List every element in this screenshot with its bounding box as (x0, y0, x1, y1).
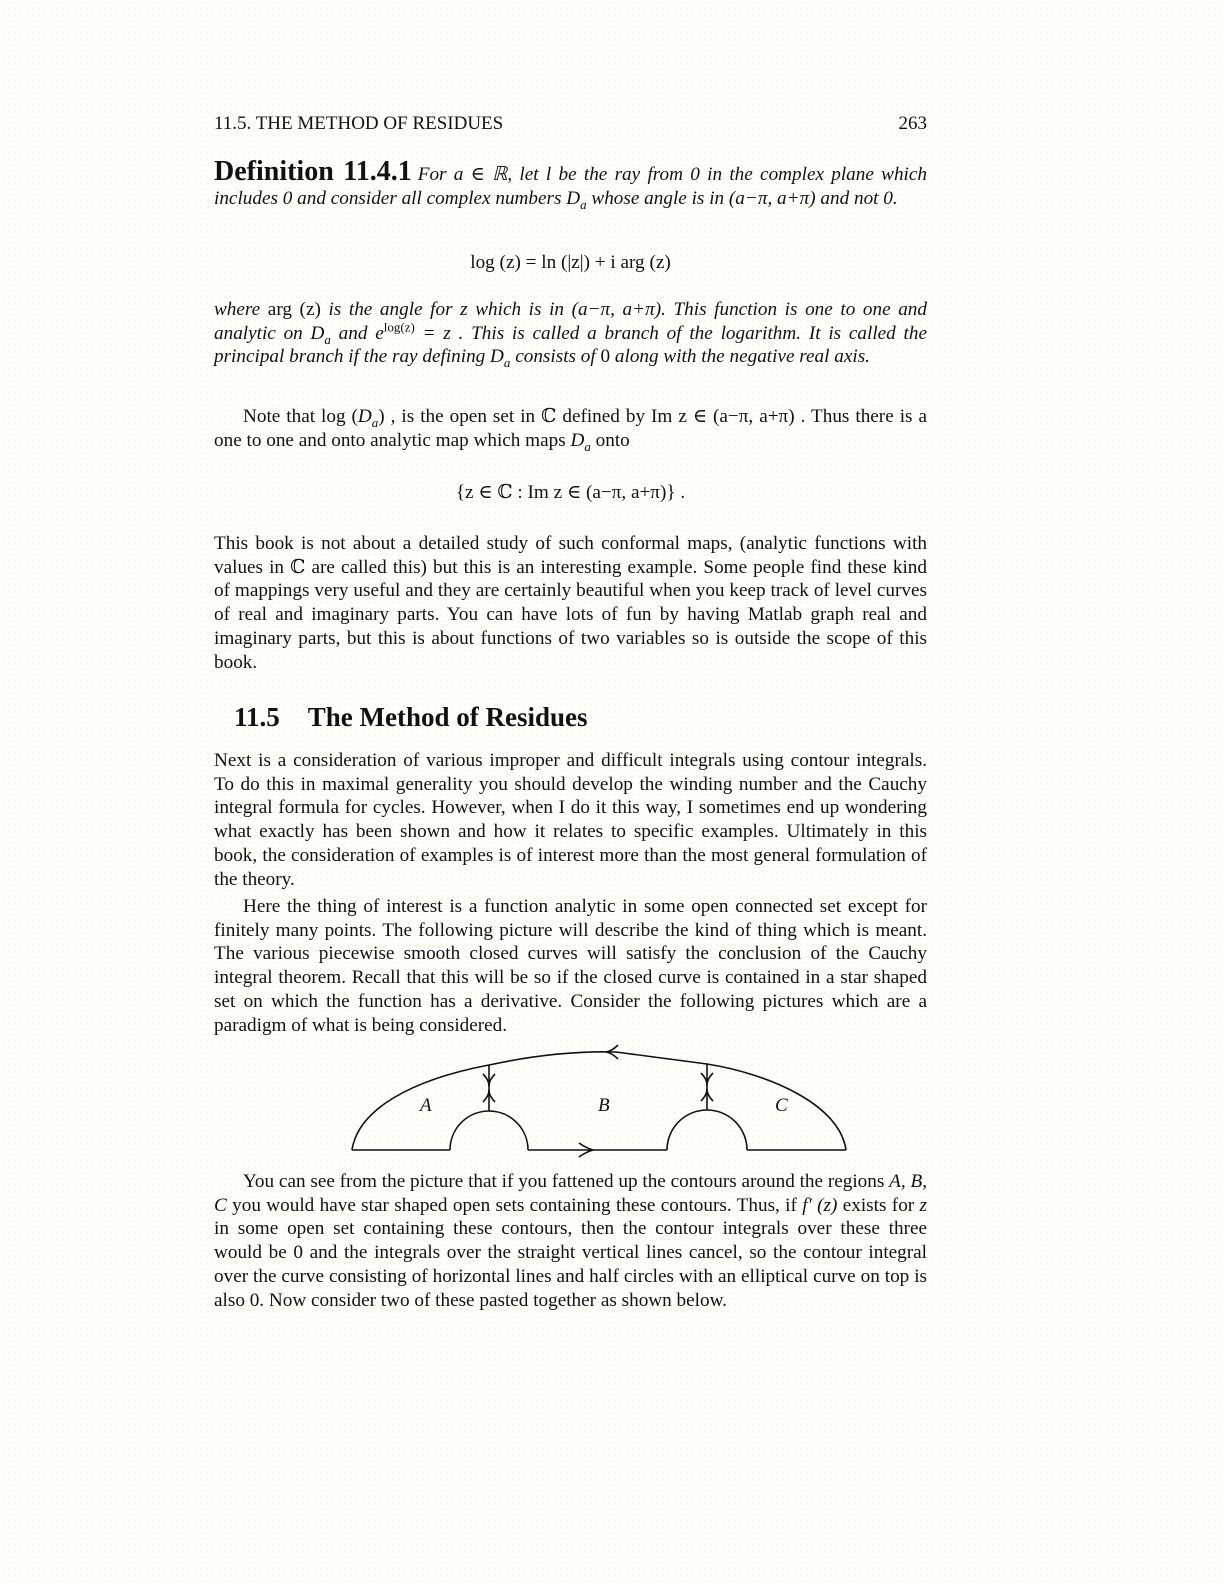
definition-title: Definition 11.4.1 (214, 156, 412, 187)
after-diagram-paragraph: You can see from the picture that if you fattened up the contours around the regions A, B, C you would have star shaped open sets containing these contours. Thus, if f′ (z) exists for z in some open set containing these contours, then the contour integrals over these three would be 0 and the integrals over the straight vertical lines cancel, so the contour integral over the curve consisting of horizontal lines and half circles with an elliptical curve on top is also 0. Now consider two of these pasted together as shown below. (214, 1171, 927, 1311)
intro-paragraph: Next is a consideration of various improper and difficult integrals using contour integrals. To do this in maximal generality you should develop the winding number and the Cauchy integral formula for cycles. However, when I do it this way, I sometimes end up wondering what exactly has been shown and how it relates to specific examples. Ultimately in this book, the consideration of examples is of interest more than the most general formulation of the theory. (214, 750, 927, 890)
log-equation: log (z) = ln (|z|) + i arg (z) (470, 252, 671, 273)
header-section-title: 11.5. THE METHOD OF RESIDUES (214, 113, 504, 134)
definition-block: Definition 11.4.1 For a ∈ ℝ, let l be the ray from 0 in the complex plane which includes 0 and consider all complex numbers $D_a$ whose angle is in (a−π, a+π) and not 0. (214, 156, 927, 212)
contour-diagram (350, 1040, 850, 1170)
region-label-b: B (598, 1095, 610, 1116)
conformal-paragraph: This book is not about a detailed study of such conformal maps, (analytic functions with values in ℂ are called this) but this is an interesting example. Some people find these kind of mappings very useful and they are certainly beautiful when you keep track of level curves of real and imaginary parts. You can have lots of fun by having Matlab graph real and imaginary parts, but this is about functions of two variables so is outside the scope of this book. (214, 533, 927, 673)
page-number: 263 (898, 113, 927, 134)
running-header (214, 113, 927, 135)
definition-text-1: For a ∈ ℝ, let l be the ray from 0 in the complex plane which includes 0 and consider all complex numbers D (214, 164, 927, 209)
definition-where-text: where arg (z) is the angle for z which is in (a−π, a+π). This function is one to one and analytic on $D_a$ and $e^{log(z)} = z$ . This is called a branch of the logarithm. It is called the principal branch if the ray defining $D_a$ consists of 0 along with the negative real axis. (214, 299, 927, 371)
region-label-a: A (420, 1095, 432, 1116)
set-equation: {z ∈ ℂ : Im z ∈ (a−π, a+π)} . (455, 482, 686, 503)
definition-text-2: whose angle is in (a−π, a+π) and not 0. (586, 187, 898, 209)
interest-paragraph: Here the thing of interest is a function analytic in some open connected set except for finitely many points. The following picture will describe the kind of thing which is meant. The various piecewise smooth closed curves will satisfy the conclusion of the Cauchy integral theorem. Recall that this will be so if the closed curve is contained in a star shaped set on which the function has a derivative. Consider the following pictures which are a paradigm of what is being considered. (214, 896, 927, 1036)
section-number: 11.5 (234, 702, 280, 732)
region-label-c: C (775, 1095, 788, 1116)
note-paragraph: Note that $\log (D_a)$ , is the open set in ℂ defined by Im z ∈ (a−π, a+π) . Thus there is a one to one and onto analytic map which maps $D_a$ onto (214, 406, 927, 454)
section-heading (234, 700, 588, 734)
section-title: The Method of Residues (307, 702, 588, 732)
